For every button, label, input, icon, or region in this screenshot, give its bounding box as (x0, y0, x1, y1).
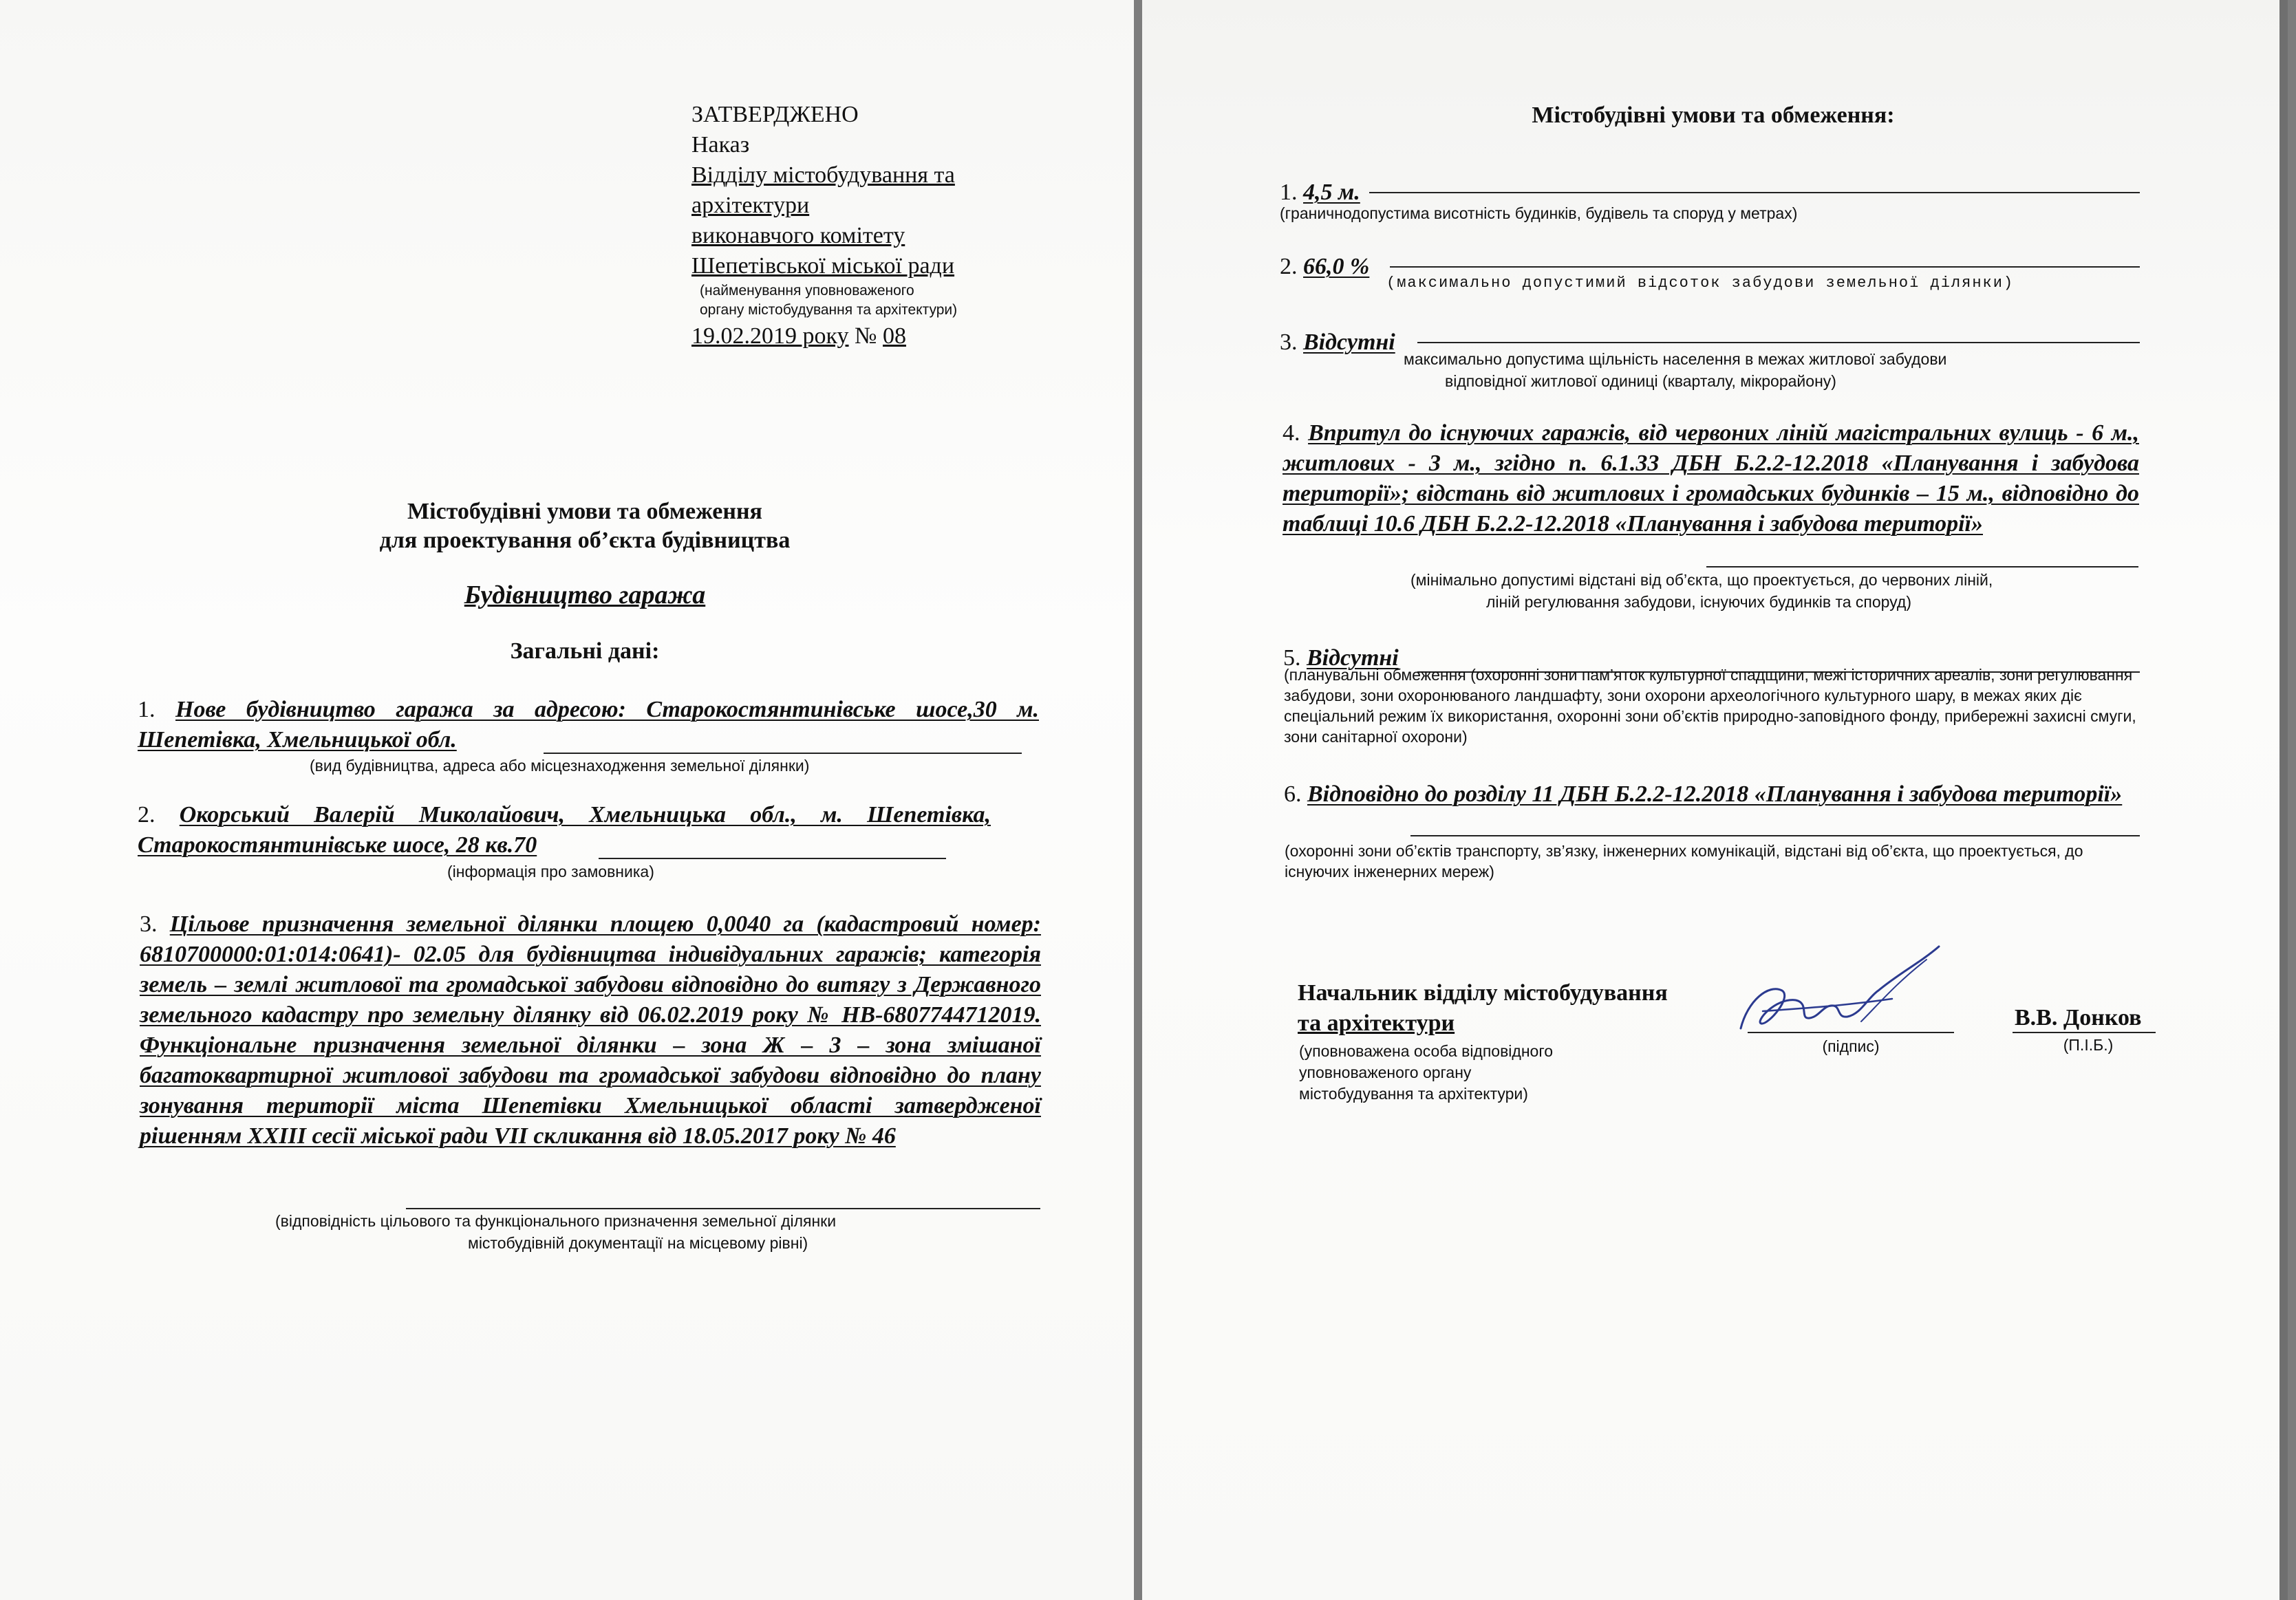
signatory-name-underline (2013, 1032, 2156, 1033)
condition-2-value: 66,0 % (1303, 254, 1370, 279)
signatory-caption-2: уповноваженого органу (1299, 1063, 1472, 1081)
general-item-3-caption-1: (відповідність цільового та функціонального призначення земельної ділянки (275, 1212, 837, 1230)
condition-5-number: 5. (1283, 645, 1301, 671)
left-page (0, 0, 1134, 1600)
approval-number-sign: № (855, 323, 877, 349)
approval-org-line-2: архітектури (691, 193, 810, 218)
general-item-2 (138, 800, 991, 861)
signature-underline (1748, 1032, 1954, 1033)
condition-4-number: 4. (1283, 420, 1300, 446)
condition-5-value: Відсутні (1307, 645, 1399, 671)
condition-6-number: 6. (1284, 781, 1302, 807)
general-item-1-caption: (вид будівництва, адреса або місцезнаходження земельної ділянки) (310, 757, 810, 775)
condition-4-caption-1: (мінімально допустимі відстані від об’єкта, що проектується, до червоних ліній, (1410, 571, 1993, 589)
condition-3-underline (1417, 342, 2140, 343)
condition-5-caption: (планувальні обмеження (охоронні зони пам’яток культурної спадщини, межі історичних ареалів, зони регулювання забудови, зони охоронюваного ландшафту, зони охорони археологічного культурного шару, в межах яких діє спеціальний режим їх використання, охоронні зони об’єктів природно-заповідного фонду, прибережні захисні смуги, зони санітарної охорони) (1284, 666, 2136, 746)
general-item-1-text: Нове будівництво гаража за адресою: Старокостянтинівське шосе,30 м. Шепетівка, Хмельницької обл. (138, 697, 1039, 753)
right-page (1142, 0, 2288, 1600)
signature-drawing (1720, 942, 1947, 1046)
general-item-1-underline (544, 753, 1022, 754)
general-item-1 (138, 695, 1039, 755)
general-item-3 (140, 909, 1041, 1152)
signature-image (1720, 942, 1947, 1046)
signatory-caption-1: (уповноважена особа відповідного (1299, 1042, 1554, 1060)
signature-caption: (підпис) (1822, 1037, 1880, 1055)
general-item-2-underline (599, 858, 946, 859)
signatory-name-caption: (П.І.Б.) (2063, 1036, 2114, 1054)
approval-org-line-1: Відділу містобудування та (691, 162, 955, 188)
general-item-2-text: Окорський Валерій Миколайович, Хмельницька обл., м. Шепетівка, Старокостянтинівське шосе, 28 кв.70 (138, 802, 991, 858)
object-name: Будівництво гаража (464, 581, 706, 609)
condition-1-underline (1369, 192, 2140, 193)
condition-1-number: 1. (1280, 180, 1298, 205)
condition-1-caption: (граничнодопустима висотність будинків, будівель та споруд у метрах) (1280, 204, 1798, 222)
general-item-3-text: Цільове призначення земельної ділянки площею 0,0040 га (кадастровий номер: 6810700000:01:014:0641)- 02.05 для будівництва індивідуальних гаражів; категорія земель – землі житлової та громадської забудови відповідно до витягу з Державного земельного кадастру про земельну ділянку від 06.02.2019 року № НВ-6807744712019. Функціональне призначення земельної ділянки – зона Ж – 3 – зона змішаної багатоквартирної житлової забудови та громадської забудови відповідно до плану зонування території міста Шепетівки Хмельницької області затвердженої рішенням XXIII сесії міської ради VII скликання від 18.05.2017 року № 46 (140, 911, 1041, 1149)
condition-4-caption-2: ліній регулювання забудови, існуючих будинків та споруд) (1486, 593, 1912, 611)
signatory-title-2: та архітектури (1298, 1010, 1455, 1036)
approval-block (691, 100, 1077, 352)
condition-3-value: Відсутні (1303, 329, 1395, 355)
general-item-3-underline (406, 1208, 1040, 1209)
signatory-name: В.В. Донков (2015, 1005, 2142, 1030)
condition-1-value: 4,5 м. (1303, 180, 1360, 205)
scan-edge (2279, 0, 2288, 1600)
condition-4 (1283, 418, 2139, 539)
approval-org-caption-2: органу містобудування та архітектури) (700, 302, 958, 318)
condition-4-value: Впритул до існуючих гаражів, від червоних ліній магістральних вулиць - 6 м., житлових - 3 м., згідно п. 6.1.33 ДБН Б.2.2-12.2018 «Планування і забудова території»; відстань від житлових і громадських будинків – 15 м., відповідно до таблиці 10.6 ДБН Б.2.2-12.2018 «Планування і забудова території» (1283, 420, 2139, 537)
approval-order: Наказ (691, 132, 750, 158)
approval-date: 19.02.2019 року (691, 323, 849, 349)
condition-6-caption: (охоронні зони об’єктів транспорту, зв’язку, інженерних комунікацій, відстані від об’єкта, що проектується, до існуючих інженерних мереж) (1285, 842, 2083, 880)
general-item-2-caption: (інформація про замовника) (447, 863, 654, 880)
document-title-line-1: Містобудівні умови та обмеження (407, 499, 762, 524)
condition-6-value: Відповідно до розділу 11 ДБН Б.2.2-12.2018 «Планування і забудова території» (1307, 781, 2123, 807)
condition-6-underline (1410, 835, 2140, 836)
document-title-line-2: для проектування об’єкта будівництва (379, 528, 791, 553)
condition-3-number: 3. (1280, 329, 1298, 355)
condition-2-number: 2. (1280, 254, 1298, 279)
condition-2-caption: (максимально допустимий відсоток забудови земельної ділянки) (1386, 274, 2015, 292)
signatory-title-1: Начальник відділу містобудування (1298, 980, 1668, 1006)
approval-number: 08 (883, 323, 906, 349)
approval-org-line-4: Шепетівської міської ради (691, 253, 955, 279)
approval-date-line (691, 321, 1077, 352)
approval-org-caption-1: (найменування уповноваженого (700, 283, 914, 299)
general-item-1-number: 1. (138, 697, 155, 722)
general-data-heading: Загальні дані: (510, 638, 660, 664)
approval-org-line-3: виконавчого комітету (691, 223, 905, 248)
general-item-3-caption-2: містобудівній документації на місцевому рівні) (468, 1234, 808, 1252)
conditions-heading: Містобудівні умови та обмеження: (1532, 102, 1895, 128)
condition-2-underline (1390, 266, 2140, 268)
condition-3-caption-1: максимально допустима щільність населення в межах житлової забудови (1404, 350, 1947, 368)
condition-3-caption-2: відповідної житлової одиниці (кварталу, мікрорайону) (1445, 372, 1836, 390)
general-item-3-number: 3. (140, 911, 158, 937)
condition-4-underline (1706, 566, 2138, 567)
signatory-caption-3: містобудування та архітектури) (1299, 1085, 1528, 1103)
general-item-2-number: 2. (138, 802, 155, 828)
condition-6 (1284, 779, 2141, 810)
approval-heading: ЗАТВЕРДЖЕНО (691, 102, 859, 127)
